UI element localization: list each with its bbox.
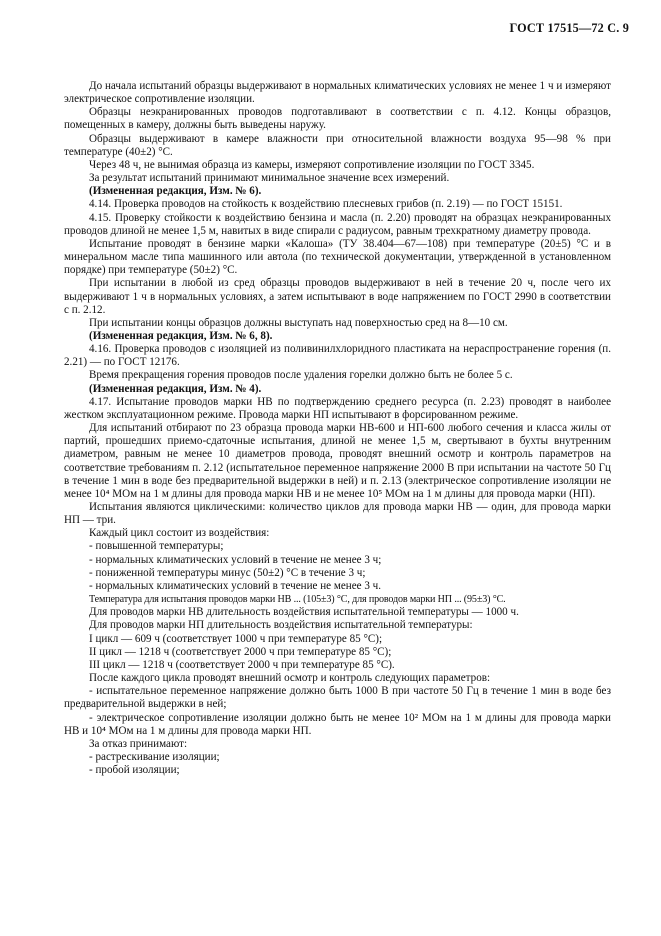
paragraph: 4.14. Проверка проводов на стойкость к воздействию плесневых грибов (п. 2.19) — по ГОСТ 15151. [89, 198, 563, 211]
paragraph: - повышенной температуры; [89, 540, 224, 553]
paragraph: За отказ принимают: [89, 737, 188, 750]
paragraph: III цикл — 1218 ч (соответствует 2000 ч при температуре 85 °С). [89, 658, 395, 671]
paragraph: Для испытаний отбирают по 23 образца провода марки НВ-600 и НП-600 любого сечения и класса жилы от партий, прошедших приемо-сдаточные испытания, длиной не менее 1,5 м, свертывают в бухты внутренним диаметром, равным не менее 10 диаметров провода, проводят внешний осмотр и контроль параметров на соответствие требованиям п. 2.12 (испытательное переменное напряжение 2000 В при испытании на частоте 50 Гц в течение 1 мин в воде без предварительной выдержки в ней) и п. 2.13 (электрическое сопротивление изоляции не менее 10⁴ МОм на 1 м длины для провода марки НВ и не менее 10⁵ МОм на 1 м длины для провода марки (НП). [64, 422, 611, 500]
paragraph: Образцы выдерживают в камере влажности при относительной влажности воздуха 95—98 % при температуре (40±2) °С. [64, 132, 611, 158]
paragraph: - растрескивание изоляции; [89, 750, 220, 763]
paragraph: При испытании в любой из сред образцы проводов выдерживают в ней в течение 20 ч, после чего их выдерживают 1 ч в нормальных условиях, а затем испытывают в воде напряжением по ГОСТ 2990 в соответствии с п. 2.12. [64, 277, 611, 316]
paragraph: - нормальных климатических условий в течение не менее 3 ч. [89, 579, 382, 592]
paragraph: I цикл — 609 ч (соответствует 1000 ч при температуре 85 °С); [89, 632, 383, 645]
paragraph: Через 48 ч, не вынимая образца из камеры, измеряют сопротивление изоляции по ГОСТ 3345. [89, 158, 535, 171]
paragraph: Для проводов марки НВ длительность воздействия испытательной температуры — 1000 ч. [89, 606, 519, 619]
amendment-note: (Измененная редакция, Изм. № 6, 8). [89, 329, 273, 342]
paragraph: Образцы неэкранированных проводов подготавливают в соответствии с п. 4.12. Концы образцов, помещенных в камеру, должны быть выведены наружу. [64, 106, 611, 132]
paragraph: 4.17. Испытание проводов марки НВ по подтверждению среднего ресурса (п. 2.23) проводят в наиболее жестком эксплуатационном режиме. Провода марки НП испытывают в форсированном режиме. [64, 395, 611, 421]
paragraph: - пробой изоляции; [89, 764, 180, 777]
paragraph: Температура для испытания проводов марки НВ ... (105±3) °С, для проводов марки НП ... (95±3) °С. [89, 594, 506, 606]
paragraph: Испытания являются циклическими: количество циклов для провода марки НВ — один, для провода марки НП — три. [64, 501, 611, 527]
paragraph: При испытании концы образцов должны выступать над поверхностью сред на 8—10 см. [89, 316, 508, 329]
paragraph: - испытательное переменное напряжение должно быть 1000 В при частоте 50 Гц в течение 1 мин в воде без предварительной выдержки в ней; [64, 685, 611, 711]
paragraph: II цикл — 1218 ч (соответствует 2000 ч при температуре 85 °С); [89, 645, 392, 658]
amendment-note: (Измененная редакция, Изм. № 4). [89, 382, 262, 395]
paragraph: Каждый цикл состоит из воздействия: [89, 527, 270, 540]
paragraph: Для проводов марки НП длительность воздействия испытательной температуры: [89, 619, 473, 632]
paragraph: После каждого цикла проводят внешний осмотр и контроль следующих параметров: [89, 672, 491, 685]
page-header: ГОСТ 17515—72 С. 9 [509, 21, 629, 35]
paragraph: До начала испытаний образцы выдерживают в нормальных климатических условиях не менее 1 ч и измеряют электрическое сопротивление изоляции. [64, 80, 611, 106]
paragraph: - пониженной температуры минус (50±2) °С в течение 3 ч; [89, 566, 366, 579]
paragraph: - нормальных климатических условий в течение не менее 3 ч; [89, 553, 382, 566]
paragraph: 4.15. Проверку стойкости к воздействию бензина и масла (п. 2.20) проводят на образцах неэкранированных проводов длиной не менее 1,5 м, навитых в виде спирали с радиусом, равным трехкратному диаметру провода. [64, 211, 611, 237]
paragraph: Время прекращения горения проводов после удаления горелки должно быть не более 5 с. [89, 369, 513, 382]
amendment-note: (Измененная редакция, Изм. № 6). [89, 185, 262, 198]
paragraph: Испытание проводят в бензине марки «Калоша» (ТУ 38.404—67—108) при температуре (20±5) °С и в минеральном масле типа машинного или автола (по технической документации, утвержденной в установленном порядке) при температуре (50±2) °С. [64, 237, 611, 277]
paragraph: За результат испытаний принимают минимальное значение всех измерений. [89, 172, 450, 185]
document-body [64, 80, 611, 777]
paragraph: - электрическое сопротивление изоляции должно быть не менее 10² МОм на 1 м длины для провода марки НВ и 10⁴ МОм на 1 м длины для провода марки НП. [64, 711, 611, 737]
paragraph: 4.16. Проверка проводов с изоляцией из поливинилхлоридного пластиката на нераспространение горения (п. 2.21) — по ГОСТ 12176. [64, 343, 611, 369]
